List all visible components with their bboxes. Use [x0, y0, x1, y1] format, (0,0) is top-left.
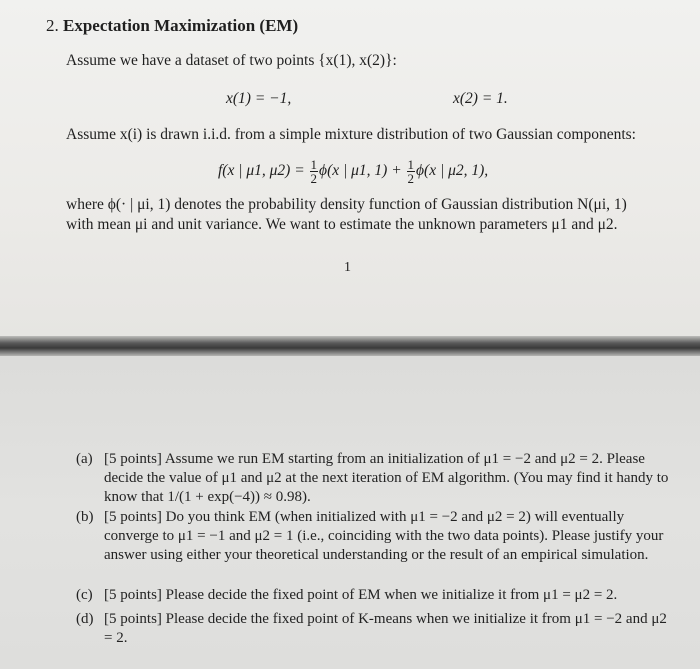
problem-number: 2.	[46, 16, 59, 35]
part-d-text: [5 points] Please decide the fixed point of K-means when we initialize it from μ1 = −2 and μ2 = 2.	[104, 611, 667, 646]
part-d	[76, 610, 676, 650]
where-line-2: with mean μi and unit variance. We want to estimate the unknown parameters μ1 and μ2.	[66, 216, 618, 233]
fraction-denominator-2: 2	[407, 171, 415, 186]
page-number: 1	[344, 260, 351, 275]
part-b	[76, 508, 676, 580]
formula-lhs: f(x | μ1, μ2) =	[218, 162, 305, 180]
part-b-text: [5 points] Do you think EM (when initialized with μ1 = −2 and μ2 = 2) will eventually converge to μ1 = −1 and μ2 = 1 (i.e., coinciding with the two data points). Please justify your answer using either your theoretical understanding or the result of an empirical simulation.	[104, 509, 664, 563]
part-b-label: (b)	[76, 509, 94, 525]
formula-term-2: ϕ(x | μ2, 1),	[416, 162, 489, 180]
mixture-formula	[218, 158, 488, 185]
fraction-numerator: 1	[310, 157, 318, 172]
fraction-numerator-2: 1	[407, 157, 415, 172]
part-c	[76, 586, 676, 606]
formula-term-1: ϕ(x | μ1, 1) +	[319, 162, 402, 180]
part-c-label: (c)	[76, 587, 93, 603]
fraction-one-half	[310, 158, 319, 185]
part-a-text: [5 points] Assume we run EM starting from an initialization of μ1 = −2 and μ2 = 2. Please decide the value of μ1 and μ2 at the next iteration of EM algorithm. (You may find it handy to know that 1/(1 + exp(−4)) ≈ 0.98).	[104, 451, 669, 505]
where-line-1: where ϕ(· | μi, 1) denotes the probability density function of Gaussian distribution N(μi, 1)	[66, 196, 627, 213]
x1-equation: x(1) = −1,	[226, 90, 292, 107]
fraction-one-half-2	[407, 158, 416, 185]
part-a-label: (a)	[76, 451, 93, 467]
fraction-denominator: 2	[310, 171, 318, 186]
assume-line: Assume x(i) is drawn i.i.d. from a simple mixture distribution of two Gaussian components:	[66, 126, 636, 143]
intro-line: Assume we have a dataset of two points {x(1), x(2)}:	[66, 52, 397, 69]
problem-title-text: Expectation Maximization (EM)	[63, 16, 299, 35]
part-a	[76, 450, 676, 505]
part-c-text: [5 points] Please decide the fixed point of EM when we initialize it from μ1 = μ2 = 2.	[104, 587, 618, 603]
part-d-label: (d)	[76, 611, 94, 627]
page-break-band	[0, 336, 700, 356]
problem-title	[46, 16, 298, 36]
x2-equation: x(2) = 1.	[453, 90, 508, 107]
